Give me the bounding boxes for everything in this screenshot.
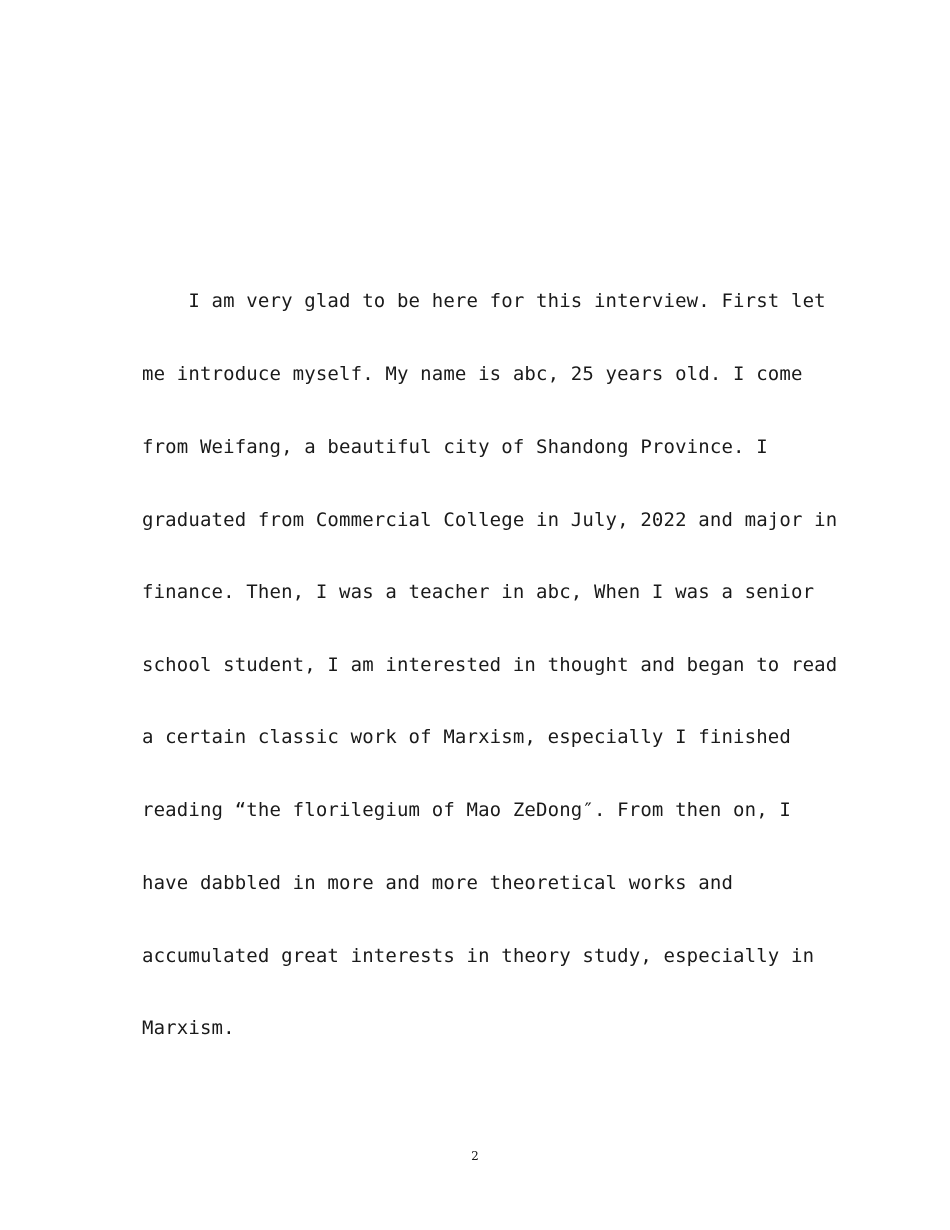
paragraph-line: a certain classic work of Marxism, especially I finished <box>142 726 791 748</box>
paragraph-line: me introduce myself. My name is abc, 25 years old. I come <box>142 363 803 385</box>
paragraph-line: school student, I am interested in thought and began to read <box>142 654 838 676</box>
page-number: 2 <box>471 1149 479 1163</box>
paragraph-line: accumulated great interests in theory study, especially in <box>142 945 815 967</box>
paragraph-line: from Weifang, a beautiful city of Shandong Province. I <box>142 436 768 458</box>
paragraph-line: graduated from Commercial College in July, 2022 and major in <box>142 509 838 531</box>
paragraph-line: Marxism. <box>142 1017 235 1039</box>
paragraph-line: reading “the florilegium of Mao ZeDong″. From then on, I <box>142 799 791 821</box>
paragraph-line: I am very glad to be here for this interview. First let <box>142 290 826 312</box>
paragraph-line: have dabbled in more and more theoretical works and <box>142 872 734 894</box>
paragraph-line: finance. Then, I was a teacher in abc, When I was a senior <box>142 581 815 603</box>
